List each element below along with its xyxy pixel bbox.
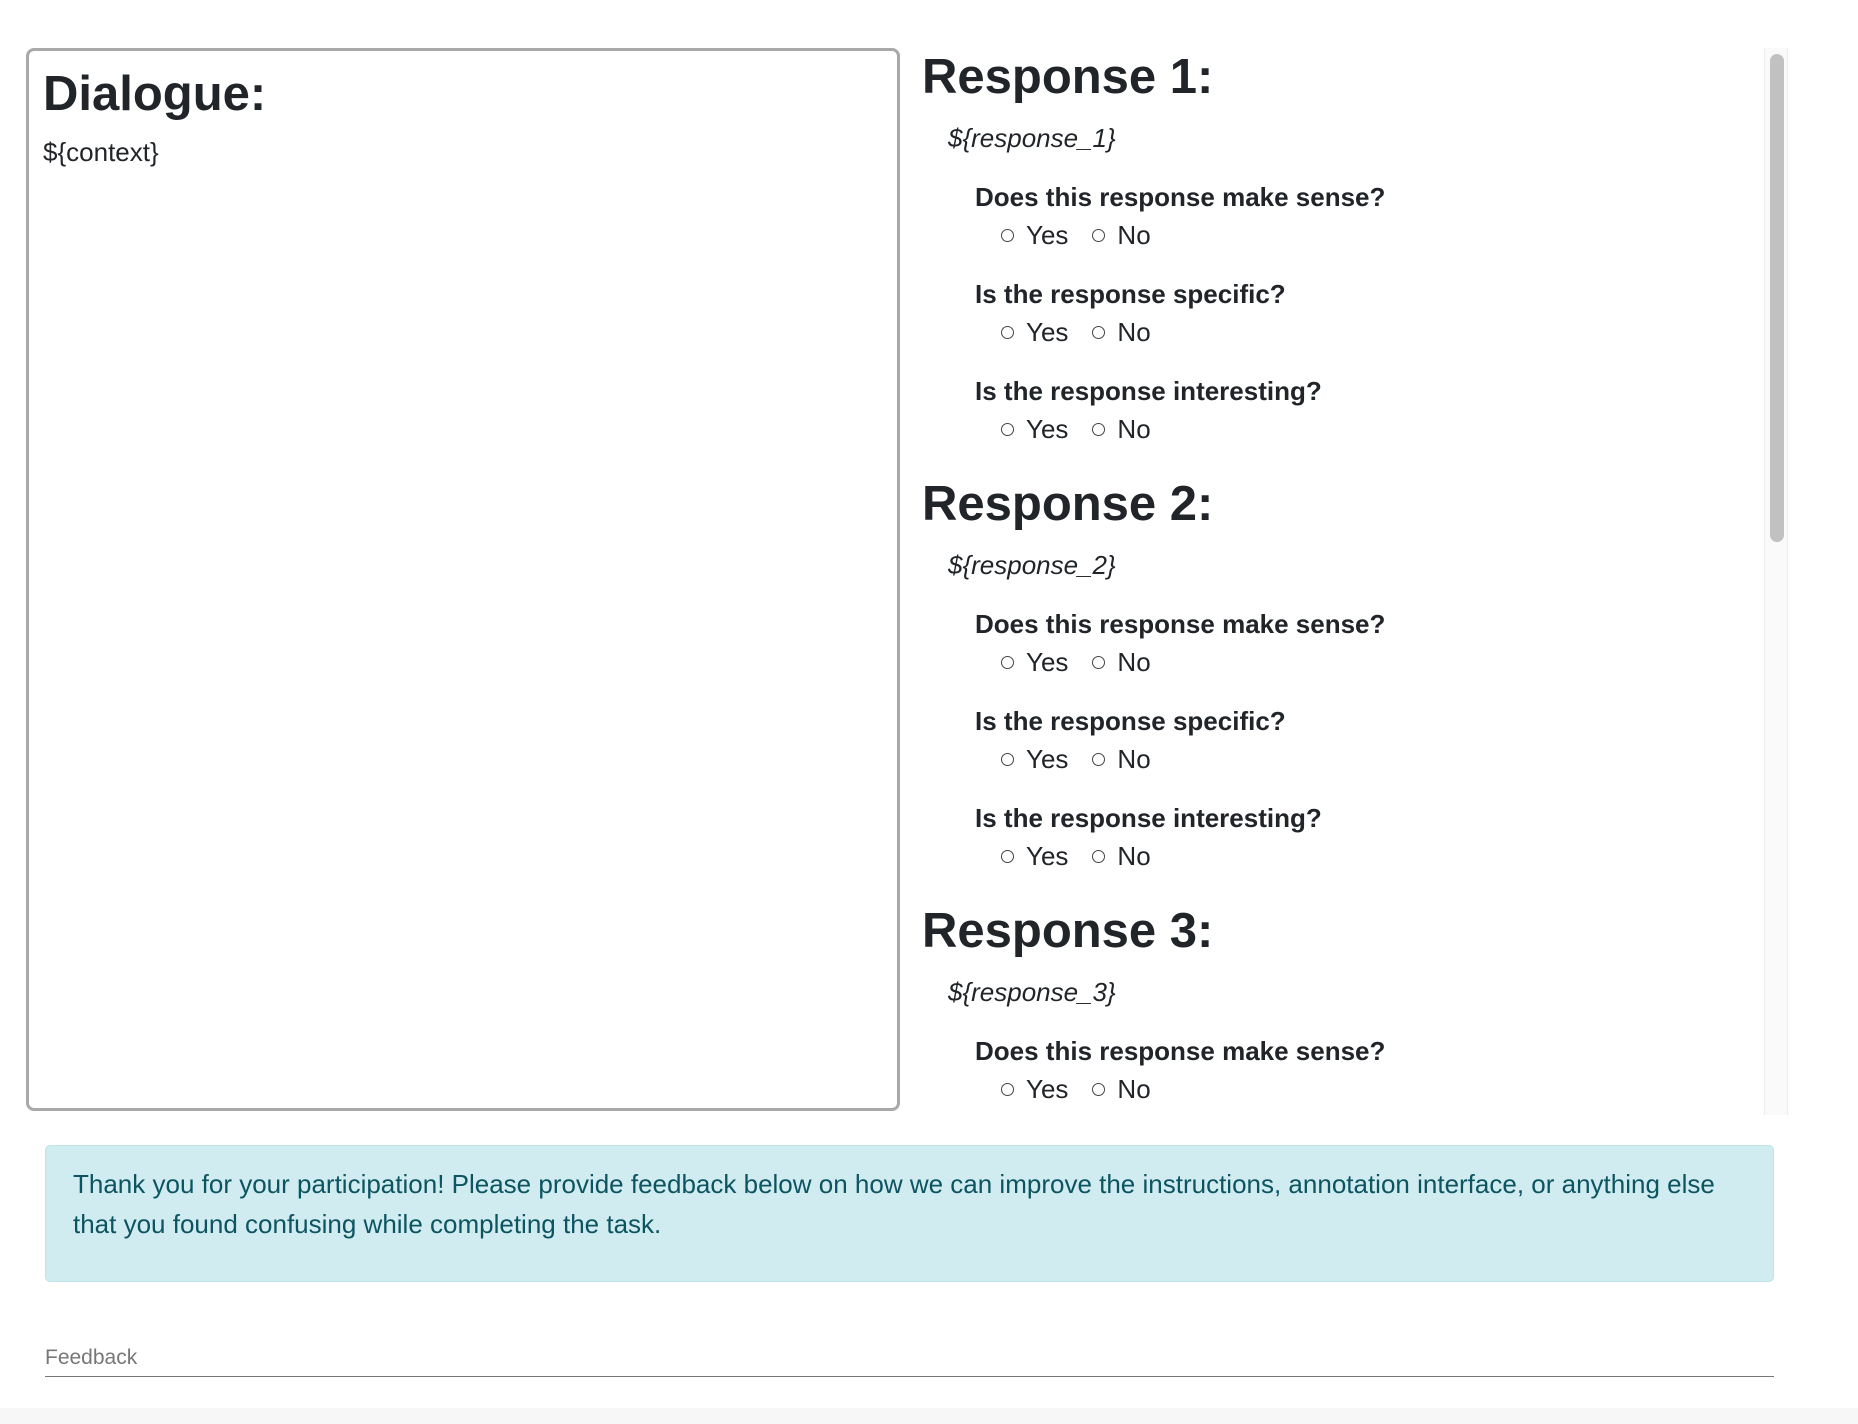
- feedback-alert: Thank you for your participation! Please provide feedback below on how we can improve the instructions, annotation interface, or anything else that you found confusing while completing the task.: [45, 1145, 1774, 1282]
- radio-no[interactable]: [1092, 1083, 1105, 1096]
- option-no[interactable]: [1092, 220, 1150, 250]
- option-label: No: [1117, 744, 1151, 774]
- question-label: Does this response make sense?: [975, 182, 1386, 212]
- page-footer-strip: [0, 1408, 1858, 1424]
- option-label: No: [1117, 414, 1151, 444]
- option-label: No: [1117, 647, 1151, 677]
- response-title: Response 2:: [922, 477, 1214, 531]
- radio-yes[interactable]: [1001, 423, 1014, 436]
- option-label: Yes: [1026, 1074, 1069, 1104]
- radio-group: [1001, 841, 1756, 871]
- option-label: No: [1117, 317, 1151, 347]
- option-no[interactable]: [1092, 744, 1150, 774]
- question-label: Is the response specific?: [975, 706, 1286, 736]
- feedback-input[interactable]: [45, 1342, 1774, 1377]
- option-label: Yes: [1026, 744, 1069, 774]
- option-yes[interactable]: [1001, 841, 1068, 871]
- option-label: No: [1117, 841, 1151, 871]
- option-no[interactable]: [1092, 317, 1150, 347]
- option-label: Yes: [1026, 220, 1069, 250]
- radio-group: [1001, 744, 1756, 774]
- option-yes[interactable]: [1001, 1074, 1068, 1104]
- radio-group: [1001, 414, 1756, 444]
- option-yes[interactable]: [1001, 744, 1068, 774]
- radio-group: [1001, 317, 1756, 347]
- scrollbar[interactable]: [1764, 48, 1788, 1115]
- response-text: ${response_1}: [948, 123, 1116, 153]
- option-no[interactable]: [1092, 1074, 1150, 1104]
- question-interesting: [975, 376, 1756, 444]
- response-title: Response 3:: [922, 904, 1214, 958]
- question-specific: [975, 279, 1756, 347]
- question-label: Does this response make sense?: [975, 609, 1386, 639]
- response-text: ${response_2}: [948, 550, 1116, 580]
- radio-group: [1001, 647, 1756, 677]
- radio-yes[interactable]: [1001, 326, 1014, 339]
- question-label: Does this response make sense?: [975, 1036, 1386, 1066]
- radio-yes[interactable]: [1001, 1083, 1014, 1096]
- radio-no[interactable]: [1092, 753, 1105, 766]
- option-label: Yes: [1026, 317, 1069, 347]
- radio-no[interactable]: [1092, 423, 1105, 436]
- response-title: Response 1:: [922, 50, 1214, 104]
- option-yes[interactable]: [1001, 414, 1068, 444]
- radio-no[interactable]: [1092, 229, 1105, 242]
- question-interesting: [975, 803, 1756, 871]
- radio-yes[interactable]: [1001, 229, 1014, 242]
- responses-pane[interactable]: [922, 48, 1756, 1115]
- option-label: Yes: [1026, 414, 1069, 444]
- option-yes[interactable]: [1001, 647, 1068, 677]
- radio-no[interactable]: [1092, 656, 1105, 669]
- radio-group: [1001, 1074, 1756, 1104]
- option-label: No: [1117, 220, 1151, 250]
- scrollbar-thumb[interactable]: [1770, 54, 1784, 542]
- radio-yes[interactable]: [1001, 656, 1014, 669]
- radio-yes[interactable]: [1001, 753, 1014, 766]
- option-no[interactable]: [1092, 841, 1150, 871]
- response-1: [922, 48, 1756, 444]
- response-text: ${response_3}: [948, 977, 1116, 1007]
- option-yes[interactable]: [1001, 220, 1068, 250]
- radio-group: [1001, 220, 1756, 250]
- option-no[interactable]: [1092, 414, 1150, 444]
- response-3: [922, 902, 1756, 1104]
- radio-yes[interactable]: [1001, 850, 1014, 863]
- option-label: Yes: [1026, 841, 1069, 871]
- feedback-field-wrapper: [45, 1342, 1774, 1377]
- question-label: Is the response interesting?: [975, 803, 1322, 833]
- dialogue-title: Dialogue:: [43, 67, 267, 121]
- response-2: [922, 475, 1756, 871]
- radio-no[interactable]: [1092, 326, 1105, 339]
- option-yes[interactable]: [1001, 317, 1068, 347]
- question-make-sense: [975, 1036, 1756, 1104]
- option-label: Yes: [1026, 647, 1069, 677]
- radio-no[interactable]: [1092, 850, 1105, 863]
- question-make-sense: [975, 182, 1756, 250]
- question-specific: [975, 706, 1756, 774]
- option-label: No: [1117, 1074, 1151, 1104]
- question-label: Is the response specific?: [975, 279, 1286, 309]
- dialogue-context: ${context}: [43, 136, 159, 167]
- question-label: Is the response interesting?: [975, 376, 1322, 406]
- dialogue-panel: [26, 48, 900, 1111]
- question-make-sense: [975, 609, 1756, 677]
- option-no[interactable]: [1092, 647, 1150, 677]
